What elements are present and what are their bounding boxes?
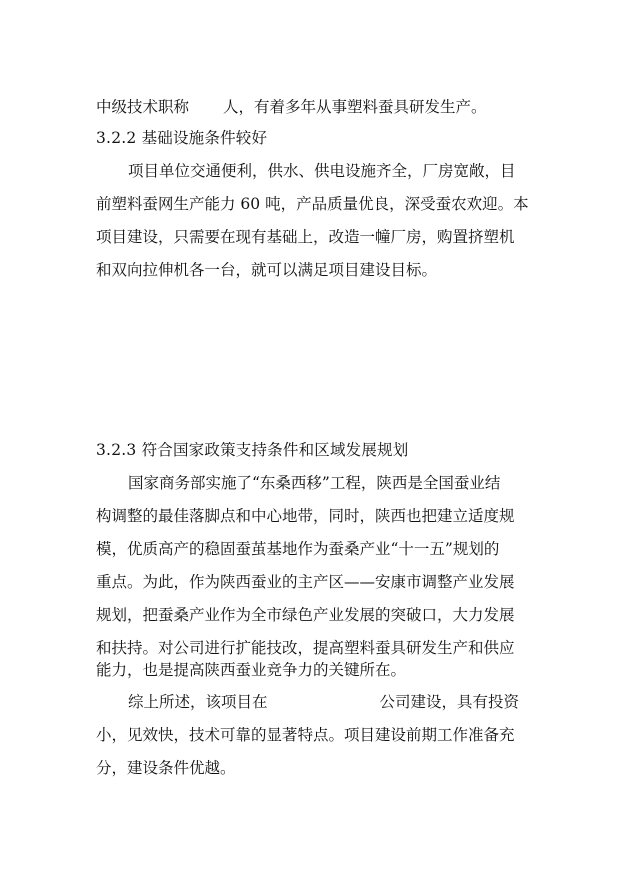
paragraph-line: 小，见效快，技术可靠的显著特点。项目建设前期工作准备充 bbox=[96, 726, 515, 744]
paragraph-line: 和双向拉伸机各一台，就可以满足项目建设目标。 bbox=[96, 261, 438, 279]
section-heading-3-2-3: 3.2.3 符合国家政策支持条件和区域发展规划 bbox=[96, 441, 409, 459]
text-line bbox=[96, 97, 487, 117]
text-fragment: 综上所述，该项目在 bbox=[128, 693, 268, 711]
paragraph-line: 分，建设条件优越。 bbox=[96, 759, 236, 777]
section-heading-3-2-2: 3.2.2 基础设施条件较好 bbox=[96, 129, 268, 147]
paragraph-line: 项目建设，只需要在现有基础上，改造一幢厂房，购置挤塑机 bbox=[96, 228, 515, 246]
paragraph-line: 项目单位交通便利，供水、供电设施齐全，厂房宽敞，目 bbox=[128, 162, 516, 180]
paragraph-line: 重点。为此，作为陕西蚕业的主产区——安康市调整产业发展 bbox=[96, 573, 515, 591]
paragraph-line: 构调整的最佳落脚点和中心地带，同时，陕西也把建立适度规 bbox=[96, 507, 515, 525]
paragraph-line: 能力，也是提高陕西蚕业竞争力的关键所在。 bbox=[96, 661, 407, 679]
text-fragment: 公司建设，具有投资 bbox=[379, 693, 520, 711]
paragraph-line: 前塑料蚕网生产能力 60 吨，产品质量优良，深受蚕农欢迎。本 bbox=[96, 195, 529, 213]
text-fragment: 中级技术职称 bbox=[96, 98, 190, 116]
paragraph-line: 规划，把蚕桑产业作为全市绿色产业发展的突破口，大力发展 bbox=[96, 606, 515, 624]
text-fragment: 人，有着多年从事塑料蚕具研发生产。 bbox=[223, 98, 487, 116]
paragraph-line: 模，优质高产的稳固蚕茧基地作为蚕桑产业“十一五”规划的 bbox=[96, 540, 500, 558]
paragraph-line: 国家商务部实施了“东桑西移”工程，陕西是全国蚕业结 bbox=[128, 474, 501, 492]
paragraph-line: 和扶持。对公司进行扩能技改，提高塑料蚕具研发生产和供应 bbox=[96, 639, 515, 657]
summary-line bbox=[128, 692, 519, 712]
